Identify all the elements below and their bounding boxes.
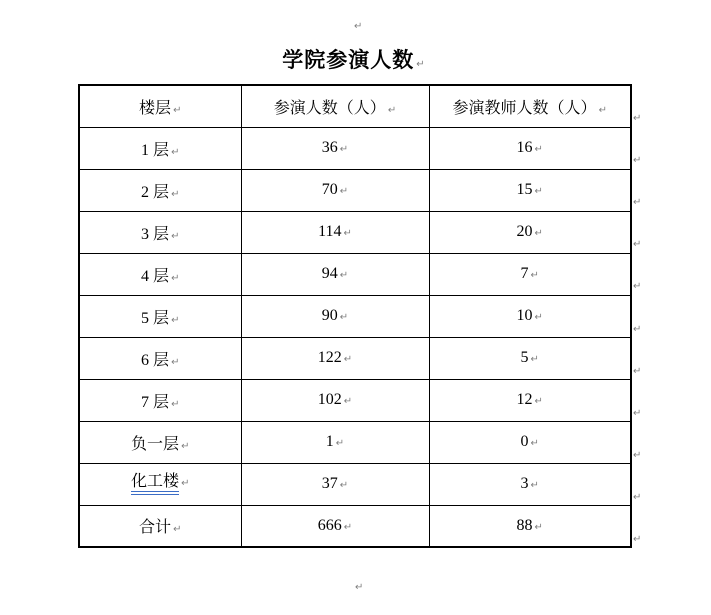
floor-cell[interactable] [79,505,241,547]
end-of-row-marks [633,84,647,547]
paragraph-mark: ↵ [171,188,180,200]
header-performers-cell[interactable] [241,85,429,127]
paragraph-mark: ↵ [171,356,180,368]
performers-value: 90 [321,307,338,324]
performers-value: 37 [321,475,338,492]
end-of-row-mark-slot [633,337,647,379]
paragraph-mark: ↵ [598,104,607,116]
teachers-cell[interactable] [429,295,631,337]
paragraph-mark: ↵ [339,480,349,491]
floor-label: 负一层 [131,435,180,453]
table-row [79,253,631,295]
header-teachers-label: 参演教师人数（人） [452,99,597,117]
floor-label: 1 层 [141,141,170,159]
end-of-row-mark-slot [633,168,647,210]
paragraph-mark: ↵ [354,21,363,32]
teachers-value: 10 [516,307,533,324]
floor-label: 5 层 [141,309,170,327]
paragraph-mark: ↵ [530,270,539,281]
table-row [79,127,631,169]
paragraph-mark: ↵ [355,582,364,593]
performers-cell[interactable] [241,295,429,337]
performers-total-value: 666 [317,516,342,534]
paragraph-mark: ↵ [534,186,543,197]
paragraph-mark: ↵ [530,480,539,491]
table-row [79,295,631,337]
table-row-total [79,505,631,547]
performers-cell[interactable] [241,169,429,211]
paragraph-mark: ↵ [534,396,543,407]
table-row [79,169,631,211]
performers-value: 70 [321,181,338,198]
header-floor-cell[interactable] [79,85,241,127]
performers-cell[interactable] [241,379,429,421]
floor-label: 7 层 [141,393,170,411]
floor-cell[interactable] [79,337,241,379]
teachers-value: 5 [520,349,529,366]
teachers-cell[interactable] [429,379,631,421]
performers-value: 122 [317,349,342,366]
performers-value: 114 [318,223,342,240]
teachers-value: 3 [520,475,529,492]
paragraph-mark: ↵ [343,228,352,239]
header-floor-label: 楼层 [139,99,172,117]
paragraph-mark: ↵ [171,272,180,284]
performers-cell[interactable] [241,127,429,169]
teachers-cell[interactable] [429,253,631,295]
paragraph-mark: ↵ [173,104,182,116]
end-of-row-mark-slot [633,379,647,421]
performers-value: 36 [321,139,338,156]
header-performers-label: 参演人数（人） [273,99,386,117]
teachers-value: 16 [516,139,533,156]
paragraph-mark: ↵ [343,354,353,365]
paragraph-mark: ↵ [181,478,190,490]
teachers-value: 20 [516,223,533,240]
end-of-row-mark-slot [633,294,647,336]
paragraph-mark: ↵ [171,146,180,158]
paragraph-mark: ↵ [343,396,353,407]
end-of-row-mark-slot [633,463,647,505]
floor-cell[interactable] [79,253,241,295]
teachers-total-value: 88 [516,516,533,534]
table-row [79,337,631,379]
end-of-row-mark: ↵ [633,407,642,419]
teachers-cell[interactable] [429,169,631,211]
header-teachers-cell[interactable] [429,85,631,127]
end-of-row-mark: ↵ [633,449,642,461]
floor-label: 2 层 [141,183,170,201]
title-paragraph[interactable] [78,48,630,73]
floor-cell[interactable] [79,295,241,337]
performers-cell[interactable] [241,421,429,463]
paragraph-mark: ↵ [534,521,543,533]
floor-cell[interactable] [79,463,241,505]
floor-label: 3 层 [141,225,170,243]
empty-paragraph-bottom[interactable] [353,577,363,595]
paragraph-mark: ↵ [171,314,180,326]
paragraph-mark: ↵ [171,230,180,242]
total-label: 合计 [139,519,172,537]
participation-table [78,84,632,548]
end-of-row-mark-slot [633,421,647,463]
paragraph-mark: ↵ [171,398,180,410]
floor-cell[interactable] [79,421,241,463]
end-of-row-mark-slot [633,252,647,294]
floor-label-grammar-underlined[interactable]: 化工楼 [131,473,179,495]
paragraph-mark: ↵ [530,354,539,365]
end-of-row-mark: ↵ [633,197,642,209]
end-of-row-mark: ↵ [633,491,642,503]
table-row [79,379,631,421]
paragraph-mark: ↵ [534,144,543,155]
teachers-cell[interactable] [429,211,631,253]
table-row [79,463,631,505]
paragraph-mark: ↵ [534,228,543,239]
teachers-cell[interactable] [429,127,631,169]
paragraph-mark: ↵ [339,270,349,281]
end-of-row-mark-slot [633,505,647,547]
floor-label: 4 层 [141,267,170,285]
floor-label: 6 层 [141,351,170,369]
paragraph-mark: ↵ [181,440,190,452]
paragraph-mark: ↵ [173,524,182,536]
teachers-cell[interactable] [429,505,631,547]
teachers-value: 12 [516,391,533,408]
end-of-row-mark: ↵ [633,239,642,251]
end-of-row-mark: ↵ [633,113,642,125]
teachers-cell[interactable] [429,421,631,463]
floor-cell[interactable] [79,379,241,421]
end-of-row-mark: ↵ [633,323,642,335]
empty-paragraph-top[interactable] [352,16,362,34]
paragraph-mark: ↵ [339,312,349,323]
floor-cell[interactable] [79,169,241,211]
performers-value: 102 [317,391,342,408]
performers-cell[interactable] [241,337,429,379]
end-of-row-mark-slot [633,126,647,168]
teachers-value: 15 [516,181,533,198]
performers-value: 1 [325,433,334,450]
paragraph-mark: ↵ [339,144,349,155]
teachers-value: 0 [520,433,529,450]
table-row [79,421,631,463]
performers-value: 94 [321,265,338,282]
performers-cell[interactable] [241,505,429,547]
teachers-cell[interactable] [429,463,631,505]
performers-cell[interactable] [241,211,429,253]
end-of-row-mark-slot [633,210,647,252]
table-row [79,211,631,253]
performers-cell[interactable] [241,463,429,505]
performers-cell[interactable] [241,253,429,295]
teachers-value: 7 [520,265,529,282]
end-of-row-mark: ↵ [633,534,642,546]
end-of-row-mark: ↵ [633,281,642,293]
end-of-row-mark-slot [633,84,647,126]
teachers-cell[interactable] [429,337,631,379]
end-of-row-mark: ↵ [633,155,642,167]
floor-cell[interactable] [79,211,241,253]
paragraph-mark: ↵ [335,438,345,449]
end-of-row-mark: ↵ [633,365,642,377]
paragraph-mark: ↵ [530,438,539,449]
paragraph-mark: ↵ [534,312,543,323]
paragraph-mark: ↵ [339,186,349,197]
header-row [79,85,631,127]
page-title: 学院参演人数 [282,48,415,72]
paragraph-mark: ↵ [416,59,426,70]
paragraph-mark: ↵ [387,104,397,116]
paragraph-mark: ↵ [343,521,353,533]
floor-cell[interactable] [79,127,241,169]
